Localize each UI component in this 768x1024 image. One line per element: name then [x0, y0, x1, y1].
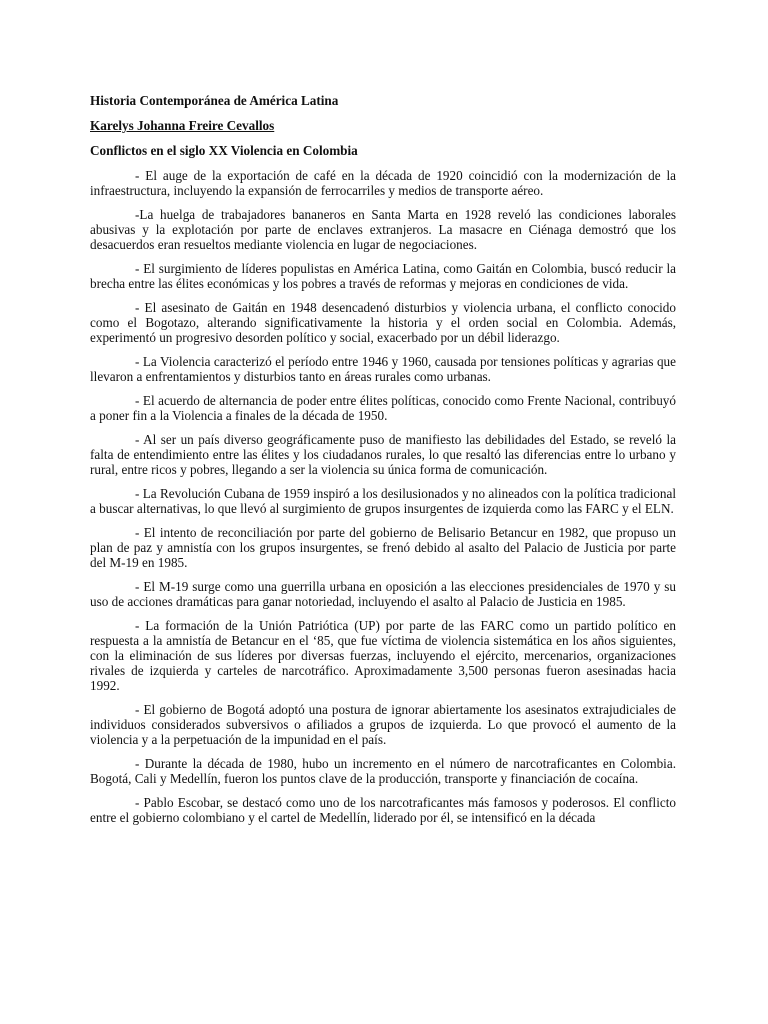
- paragraph: - El intento de reconciliación por parte del gobierno de Belisario Betancur en 1982, que propuso un plan de paz y amnistía con los grupos insurgentes, se frenó debido al asalto del Palacio de Justicia por parte del M-19 en 1985.: [90, 525, 676, 570]
- author-name: Karelys Johanna Freire Cevallos: [90, 118, 275, 133]
- paragraph: - El M-19 surge como una guerrilla urbana en oposición a las elecciones presidenciales de 1970 y su uso de acciones dramáticas para ganar notoriedad, incluyendo el asalto al Palacio de Justicia en 1985.: [90, 579, 676, 609]
- paragraph: - Pablo Escobar, se destacó como uno de los narcotraficantes más famosos y poderosos. El conflicto entre el gobierno colombiano y el cartel de Medellín, liderado por él, se intensificó en la década: [90, 795, 676, 825]
- paragraph: - El acuerdo de alternancia de poder entre élites políticas, conocido como Frente Nacional, contribuyó a poner fin a la Violencia a finales de la década de 1950.: [90, 393, 676, 423]
- paragraph: - El surgimiento de líderes populistas en América Latina, como Gaitán en Colombia, buscó reducir la brecha entre las élites económicas y los pobres a través de reformas y mejoras en condiciones de vida.: [90, 261, 676, 291]
- paragraph: - Al ser un país diverso geográficamente puso de manifiesto las debilidades del Estado, se reveló la falta de entendimiento entre las élites y los ciudadanos rurales, lo que resaltó las diferencias entre lo urbano y rural, entre ricos y pobres, llegando a ser la violencia su única forma de comunicación.: [90, 432, 676, 477]
- paragraph: -La huelga de trabajadores bananeros en Santa Marta en 1928 reveló las condiciones laborales abusivas y la explotación por parte de enclaves extranjeros. La masacre en Ciénaga demostró que los desacuerdos eran resueltos mediante violencia en lugar de negociaciones.: [90, 207, 676, 252]
- paragraph: - Durante la década de 1980, hubo un incremento en el número de narcotraficantes en Colombia. Bogotá, Cali y Medellín, fueron los puntos clave de la producción, transporte y financiación de cocaína.: [90, 756, 676, 786]
- course-title: Historia Contemporánea de América Latina: [90, 93, 339, 108]
- paragraph: - La formación de la Unión Patriótica (UP) por parte de las FARC como un partido político en respuesta a la amnistía de Betancur en el ‘85, que fue víctima de violencia sistemática en los años siguientes, con la eliminación de sus líderes por diversas fuerzas, incluyendo el ejército, mercenarios, organizaciones rivales de izquierda y carteles de narcotráfico. Aproximadamente 3,500 personas fueron asesinadas hacia 1992.: [90, 618, 676, 693]
- paragraph: - El gobierno de Bogotá adoptó una postura de ignorar abiertamente los asesinatos extrajudiciales de individuos considerados subversivos o afiliados a grupos de izquierda. Lo que provocó el aumento de la violencia y a la perpetuación de la impunidad en el país.: [90, 702, 676, 747]
- subject-title: Conflictos en el siglo XX Violencia en Colombia: [90, 143, 358, 158]
- document-body: [90, 93, 676, 834]
- paragraph: - La Revolución Cubana de 1959 inspiró a los desilusionados y no alineados con la política tradicional a buscar alternativas, lo que llevó al surgimiento de grupos insurgentes de izquierda como las FARC y el ELN.: [90, 486, 676, 516]
- paragraph: - El auge de la exportación de café en la década de 1920 coincidió con la modernización de la infraestructura, incluyendo la expansión de ferrocarriles y medios de transporte aéreo.: [90, 168, 676, 198]
- paragraph: - La Violencia caracterizó el período entre 1946 y 1960, causada por tensiones políticas y agrarias que llevaron a enfrentamientos y disturbios tanto en áreas rurales como urbanas.: [90, 354, 676, 384]
- paragraph: - El asesinato de Gaitán en 1948 desencadenó disturbios y violencia urbana, el conflicto conocido como el Bogotazo, alterando significativamente la historia y el orden social en Colombia. Además, experimentó un progresivo desorden político y social, exacerbado por un débil liderazgo.: [90, 300, 676, 345]
